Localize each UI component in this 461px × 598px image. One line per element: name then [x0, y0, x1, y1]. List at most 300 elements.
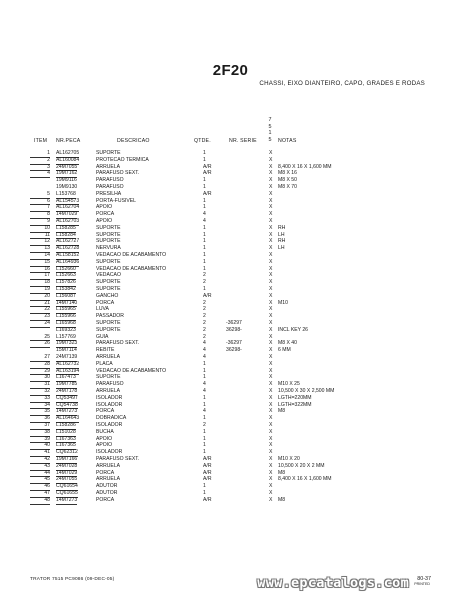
- item-number: 21: [30, 300, 50, 308]
- part-description: NERVURA: [96, 245, 121, 252]
- item-number: 31: [30, 381, 50, 389]
- item-number: 12: [30, 238, 50, 246]
- part-description: SUPORTE: [96, 231, 121, 238]
- model-mark: X: [269, 388, 273, 394]
- table-row: [0, 368, 461, 375]
- item-number: 32: [30, 388, 50, 396]
- model-mark: X: [269, 456, 273, 462]
- model-vertical-label: [267, 117, 273, 143]
- model-mark: X: [269, 401, 273, 408]
- item-number: 26: [30, 340, 50, 348]
- item-number: 3: [30, 164, 50, 172]
- model-mark: X: [269, 231, 273, 238]
- model-mark: X: [269, 184, 273, 190]
- model-mark: X: [269, 449, 273, 456]
- item-number: 28: [30, 361, 50, 369]
- model-digit: 7: [268, 117, 272, 123]
- model-mark: X: [269, 354, 273, 360]
- model-mark: X: [269, 292, 273, 299]
- part-number: AL162727: [56, 238, 80, 245]
- item-number: 36: [30, 415, 50, 423]
- quantity: A/R: [203, 190, 212, 197]
- part-number: AL154573: [56, 197, 80, 204]
- part-description: GUIA: [96, 333, 109, 340]
- quantity: A/R: [203, 476, 212, 483]
- part-number: AL158152: [56, 252, 80, 258]
- item-number: 23: [30, 313, 50, 321]
- table-row: [0, 334, 461, 341]
- part-number: 24M7028: [56, 462, 78, 469]
- part-description: ISOLADOR: [96, 401, 123, 408]
- part-number: CQ61654: [56, 483, 78, 490]
- quantity: 2: [203, 306, 206, 313]
- part-description: PROTECAO TERMICA: [96, 156, 149, 163]
- item-number: 29: [30, 368, 50, 376]
- quantity: 1: [203, 374, 206, 381]
- quantity: 2: [203, 272, 206, 279]
- table-row: [0, 204, 461, 211]
- quantity: A/R: [203, 292, 212, 299]
- part-description: ISOLADOR: [96, 394, 123, 401]
- part-description: ADUTOR: [96, 490, 118, 496]
- table-row: [0, 463, 461, 470]
- part-number: L167365: [56, 442, 76, 449]
- model-mark: X: [269, 279, 273, 286]
- quantity: 2: [203, 279, 206, 286]
- part-description: PORCA: [96, 299, 115, 306]
- table-row: [0, 232, 461, 239]
- quantity: 1: [203, 197, 206, 204]
- quantity: 2: [203, 313, 206, 320]
- quantity: 4: [203, 388, 206, 394]
- part-description: PARAFUSO SEXT.: [96, 340, 140, 347]
- item-number: 1: [30, 150, 50, 158]
- part-number: 19M7162: [56, 170, 78, 177]
- part-note: M8 X 40: [278, 340, 297, 347]
- model-mark: X: [269, 496, 273, 503]
- model-mark: X: [269, 483, 273, 490]
- part-note: LH: [278, 231, 285, 238]
- part-description: SUPORTE: [96, 258, 121, 265]
- part-description: SUPORTE: [96, 150, 121, 156]
- part-description: SUPORTE: [96, 286, 121, 292]
- item-number: 45: [30, 476, 50, 484]
- item-number: 19: [30, 286, 50, 294]
- quantity: 1: [203, 177, 206, 184]
- part-note: INCL KEY 26: [278, 326, 309, 333]
- table-row: [0, 456, 461, 463]
- part-description: ISOLADOR: [96, 449, 123, 456]
- model-mark: X: [269, 170, 273, 177]
- model-mark: X: [269, 408, 273, 415]
- part-description: APOIO: [96, 204, 113, 211]
- part-description: ARRUELA: [96, 462, 121, 469]
- quantity: 1: [203, 252, 206, 258]
- part-number: 14M7140: [56, 299, 78, 306]
- model-mark: X: [269, 394, 273, 401]
- part-description: APOIO: [96, 218, 113, 224]
- model-digit: 5: [268, 136, 272, 143]
- part-number: AL162703: [56, 218, 80, 224]
- model-mark: X: [269, 224, 273, 231]
- table-row: [0, 470, 461, 477]
- table-row: [0, 429, 461, 436]
- model-mark: X: [269, 197, 273, 204]
- table-row: [0, 191, 461, 198]
- table-row: [0, 436, 461, 443]
- part-number: L151028: [56, 428, 76, 435]
- table-row: [0, 238, 461, 245]
- part-description: GANCHO: [96, 292, 119, 299]
- part-description: SUPORTE: [96, 320, 121, 326]
- item-number: 13: [30, 245, 50, 253]
- quantity: 1: [203, 428, 206, 435]
- part-description: DOBRADICA: [96, 415, 127, 422]
- item-number: 46: [30, 483, 50, 491]
- model-mark: X: [269, 340, 273, 347]
- model-mark: X: [269, 428, 273, 435]
- table-row: [0, 442, 461, 449]
- quantity: 1: [203, 286, 206, 292]
- table-row: [0, 388, 461, 395]
- part-description: PORCA: [96, 408, 115, 415]
- item-number: 37: [30, 422, 50, 430]
- quantity: A/R: [203, 163, 212, 170]
- part-note: M8 X 16: [278, 170, 297, 177]
- part-number: 24M7178: [56, 388, 78, 394]
- table-row: [0, 184, 461, 191]
- part-number: L157769: [56, 333, 76, 340]
- quantity: 1: [203, 401, 206, 408]
- part-description: VEDACAO DE ACABAMENTO: [96, 367, 167, 374]
- part-description: PORCA: [96, 211, 115, 218]
- model-mark: X: [269, 177, 273, 184]
- part-description: REBITE: [96, 347, 115, 354]
- part-number: L155965: [56, 306, 76, 313]
- item-number: 42: [30, 456, 50, 464]
- item-number: 40: [30, 442, 50, 450]
- part-number: L152660: [56, 265, 76, 272]
- item-number: 8: [30, 211, 50, 219]
- model-mark: X: [269, 150, 273, 156]
- table-row: [0, 266, 461, 273]
- part-description: APOIO: [96, 435, 113, 442]
- part-description: ARRUELA: [96, 354, 121, 360]
- part-description: VEDACAO DE ACABAMENTO: [96, 265, 167, 272]
- quantity: 1: [203, 245, 206, 252]
- part-number: 14M7029: [56, 469, 78, 476]
- page-number: 80-37: [417, 576, 431, 582]
- part-note: LGTH=220MM: [278, 394, 312, 401]
- quantity: 1: [203, 449, 206, 456]
- part-note: M8 X 70: [278, 184, 297, 190]
- part-note: M8: [278, 408, 286, 415]
- part-note: 6 MM: [278, 347, 291, 354]
- part-description: PARAFUSO SEXT.: [96, 170, 140, 177]
- item-number: 34: [30, 402, 50, 410]
- quantity: 1: [203, 415, 206, 422]
- item-number: 47: [30, 490, 50, 498]
- table-row: [0, 313, 461, 320]
- quantity: A/R: [203, 496, 212, 503]
- part-description: PARAFUSO: [96, 381, 124, 388]
- part-note: 8,400 X 16 X 1,600 MM: [278, 163, 332, 170]
- column-header-qty: QTDE.: [194, 138, 211, 144]
- quantity: 1: [203, 204, 206, 211]
- model-mark: X: [269, 476, 273, 483]
- model-mark: X: [269, 286, 273, 292]
- item-number: 15: [30, 259, 50, 267]
- part-number: AL162704: [56, 204, 80, 211]
- quantity: 2: [203, 422, 206, 428]
- model-mark: X: [269, 422, 273, 428]
- table-row: [0, 422, 461, 429]
- part-description: PORTA-FUSIVEL: [96, 197, 137, 204]
- part-description: ADUTOR: [96, 483, 118, 490]
- serial-range: 36298-: [226, 326, 242, 333]
- column-header-item: ITEM: [34, 138, 48, 144]
- table-row: [0, 170, 461, 177]
- part-number: CQ53497: [56, 394, 78, 401]
- column-header-serial: NR. SERIE: [229, 138, 257, 144]
- item-number: 33: [30, 395, 50, 403]
- serial-range: -36297: [226, 320, 242, 326]
- model-digit: 1: [268, 130, 272, 137]
- part-description: SUPORTE: [96, 279, 121, 286]
- model-mark: X: [269, 374, 273, 381]
- part-number: 19M7166: [56, 456, 78, 462]
- part-note: RH: [278, 238, 286, 245]
- part-description: PORCA: [96, 496, 115, 503]
- table-row: [0, 476, 461, 483]
- part-number: L167473: [56, 374, 76, 381]
- item-number: 9: [30, 218, 50, 226]
- model-mark: X: [269, 381, 273, 388]
- quantity: 1: [203, 156, 206, 163]
- table-row: [0, 381, 461, 388]
- quantity: A/R: [203, 469, 212, 476]
- item-number: 24: [30, 320, 50, 328]
- item-number: 6: [30, 198, 50, 206]
- quantity: 2: [203, 326, 206, 333]
- item-number: 22: [30, 306, 50, 314]
- part-number: 24M7055: [56, 163, 78, 170]
- part-number: L155966: [56, 313, 76, 320]
- table-row: [0, 354, 461, 361]
- part-number: AL164936: [56, 258, 80, 265]
- part-number: L167363: [56, 435, 76, 442]
- footer-catalog-info: TRATOR 7515 PC9086 (09-DEC-05): [30, 577, 115, 582]
- table-row: [0, 211, 461, 218]
- part-description: PRESILHA: [96, 190, 122, 197]
- part-note: M10 X 20: [278, 456, 300, 462]
- item-number: 48: [30, 497, 50, 505]
- item-number: 10: [30, 225, 50, 233]
- column-header-notes: NOTAS: [278, 138, 297, 144]
- page-printed-label: PRINTED: [414, 582, 430, 586]
- table-row: [0, 490, 461, 497]
- item-number: 16: [30, 266, 50, 274]
- part-number: 24M7139: [56, 354, 78, 360]
- model-mark: X: [269, 258, 273, 265]
- table-row: [0, 164, 461, 171]
- table-row: [0, 340, 461, 347]
- model-mark: X: [269, 163, 273, 170]
- model-mark: X: [269, 218, 273, 224]
- column-header-part: NR.PECA: [56, 138, 81, 144]
- part-number: L153768: [56, 190, 76, 197]
- part-description: PORCA: [96, 469, 115, 476]
- part-number: CQ61655: [56, 490, 78, 496]
- quantity: 4: [203, 340, 206, 347]
- quantity: 1: [203, 184, 206, 190]
- model-mark: X: [269, 435, 273, 442]
- table-row: [0, 306, 461, 313]
- item-number: 7: [30, 204, 50, 212]
- model-mark: X: [269, 333, 273, 340]
- item-number: 39: [30, 436, 50, 444]
- model-mark: X: [269, 156, 273, 163]
- model-mark: X: [269, 272, 273, 279]
- part-note: LGTH=322MM: [278, 401, 312, 408]
- serial-range: -36297: [226, 340, 242, 347]
- quantity: 1: [203, 360, 206, 367]
- table-row: [0, 347, 461, 354]
- part-note: M8: [278, 469, 286, 476]
- item-number: 17: [30, 272, 50, 280]
- quantity: 1: [203, 265, 206, 272]
- table-row: [0, 374, 461, 381]
- part-description: SUPORTE: [96, 238, 121, 245]
- part-number: AL164643: [56, 415, 80, 422]
- part-description: APOIO: [96, 442, 113, 449]
- part-number: L157826: [56, 279, 76, 286]
- model-mark: X: [269, 245, 273, 252]
- part-description: PASSADOR: [96, 313, 124, 320]
- part-number: L169323: [56, 326, 76, 333]
- part-description: PLACA: [96, 360, 113, 367]
- part-number: 15M7114: [56, 347, 77, 354]
- part-number: AL163194: [56, 367, 80, 374]
- part-description: ARRUELA: [96, 476, 121, 483]
- part-note: LH: [278, 245, 285, 252]
- quantity: A/R: [203, 462, 212, 469]
- item-number: 44: [30, 470, 50, 478]
- part-description: ISOLADOR: [96, 422, 123, 428]
- item-number: 11: [30, 232, 50, 240]
- quantity: 1: [203, 483, 206, 490]
- part-description: LUVA: [96, 306, 109, 313]
- table-row: [0, 245, 461, 252]
- part-number: L156087: [56, 292, 76, 299]
- section-code: 2F20: [212, 62, 249, 79]
- item-number: 41: [30, 449, 50, 457]
- table-row: [0, 286, 461, 293]
- model-mark: X: [269, 347, 273, 354]
- model-mark: X: [269, 306, 273, 313]
- part-note: 10,500 X 30 X 2,500 MM: [278, 388, 335, 394]
- model-mark: X: [269, 367, 273, 374]
- part-number: 14M7273: [56, 408, 78, 415]
- part-note: M10 X 25: [278, 381, 300, 388]
- part-description: ARRUELA: [96, 388, 121, 394]
- quantity: 1: [203, 490, 206, 496]
- item-number: 30: [30, 374, 50, 382]
- part-number: AL162728: [56, 245, 80, 252]
- table-row: [0, 361, 461, 368]
- table-row: [0, 252, 461, 259]
- part-note: 8,400 X 16 X 1,600 MM: [278, 476, 332, 483]
- model-mark: X: [269, 326, 273, 333]
- table-row: [0, 415, 461, 422]
- item-number: 2: [30, 157, 50, 165]
- part-note: M8: [278, 496, 286, 503]
- part-description: PARAFUSO SEXT.: [96, 456, 140, 462]
- section-title: CHASSI, EIXO DIANTEIRO, CAPO, GRADES E RODAS: [259, 80, 425, 87]
- table-row: [0, 402, 461, 409]
- quantity: 1: [203, 442, 206, 449]
- table-row: [0, 293, 461, 300]
- part-number: AL160084: [56, 156, 80, 163]
- item-number: 38: [30, 429, 50, 437]
- serial-range: 36298-: [226, 347, 242, 354]
- item-number: 35: [30, 408, 50, 416]
- model-mark: X: [269, 442, 273, 449]
- quantity: 4: [203, 218, 206, 224]
- table-row: [0, 449, 461, 456]
- item-number: 25: [30, 334, 50, 342]
- quantity: 4: [203, 354, 206, 360]
- quantity: 1: [203, 394, 206, 401]
- table-row: [0, 497, 461, 504]
- part-number: AL162705: [56, 150, 80, 156]
- model-mark: X: [269, 299, 273, 306]
- quantity: 2: [203, 333, 206, 340]
- part-description: PARAFUSO: [96, 177, 124, 184]
- item-number: 14: [30, 252, 50, 260]
- item-number: 20: [30, 293, 50, 301]
- model-mark: X: [269, 360, 273, 367]
- model-mark: X: [269, 415, 273, 422]
- part-description: ARRUELA: [96, 163, 121, 170]
- quantity: 1: [203, 367, 206, 374]
- item-number: 18: [30, 279, 50, 287]
- quantity: 1: [203, 231, 206, 238]
- quantity: 4: [203, 381, 206, 388]
- item-number: 43: [30, 463, 50, 471]
- quantity: 1: [203, 224, 206, 231]
- quantity: 2: [203, 299, 206, 306]
- quantity: 2: [203, 320, 206, 326]
- part-number: 19M7323: [56, 340, 78, 347]
- quantity: A/R: [203, 170, 212, 177]
- part-description: PARAFUSO: [96, 184, 124, 190]
- part-number: 14M7273: [56, 496, 78, 503]
- part-description: SUPORTE: [96, 326, 121, 333]
- part-number: 14M7029: [56, 211, 78, 218]
- part-number: 19M9116: [56, 177, 77, 184]
- model-mark: X: [269, 320, 273, 326]
- quantity: 1: [203, 238, 206, 245]
- part-number: L152663: [56, 272, 76, 279]
- part-description: SUPORTE: [96, 224, 121, 231]
- part-number: L158285: [56, 224, 76, 231]
- model-mark: X: [269, 265, 273, 272]
- item-number: 5: [30, 191, 50, 199]
- table-row: [0, 150, 461, 157]
- item-number: 27: [30, 354, 50, 362]
- table-row: [0, 177, 461, 184]
